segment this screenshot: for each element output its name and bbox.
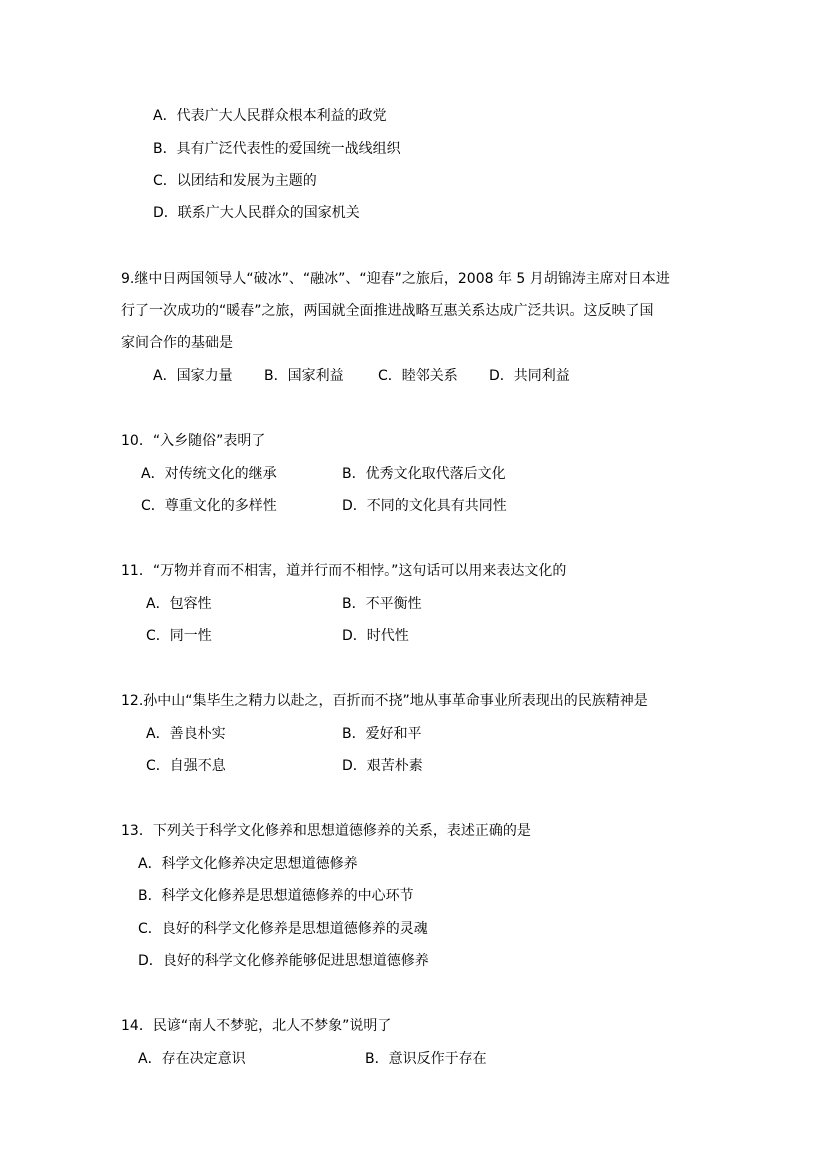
q10-option-d: D．不同的文化具有共同性 xyxy=(342,498,507,514)
q13-option-b: B．科学文化修养是思想道德修养的中心环节 xyxy=(138,888,414,904)
q11-option-d: D．时代性 xyxy=(342,628,409,644)
q14-stem: 14．民谚“南人不梦驼，北人不梦象”说明了 xyxy=(121,1018,392,1034)
q9-option-c: C．睦邻关系 xyxy=(378,368,458,384)
q12-option-a: A．善良朴实 xyxy=(146,726,226,742)
q11-option-b: B．不平衡性 xyxy=(342,596,422,612)
q10-option-a: A．对传统文化的继承 xyxy=(141,466,277,482)
q13-option-a: A．科学文化修养决定思想道德修养 xyxy=(138,856,358,872)
q9-option-d: D．共同利益 xyxy=(489,368,570,384)
q12-option-b: B．爱好和平 xyxy=(342,726,422,742)
q8-option-b: B．具有广泛代表性的爱国统一战线组织 xyxy=(153,141,401,157)
q9-option-a: A．国家力量 xyxy=(153,368,233,384)
q11-stem: 11．“万物并育而不相害，道并行而不相悖。”这句话可以用来表达文化的 xyxy=(121,563,567,579)
q11-option-a: A．包容性 xyxy=(146,596,212,612)
q8-option-a: A．代表广大人民群众根本利益的政党 xyxy=(153,108,387,124)
q10-option-b: B．优秀文化取代落后文化 xyxy=(342,466,506,482)
q13-option-d: D．良好的科学文化修养能够促进思想道德修养 xyxy=(138,953,429,969)
q9-stem-line1: 9.继中日两国领导人“破冰”、“融冰”、“迎春”之旅后，2008 年 5 月胡锦涛主席对日本进 xyxy=(121,271,670,287)
q12-stem: 12.孙中山“集毕生之精力以赴之，百折而不挠”地从事革命事业所表现出的民族精神是 xyxy=(121,693,648,709)
q10-stem: 10．“入乡随俗”表明了 xyxy=(121,433,266,449)
q12-option-c: C．自强不息 xyxy=(146,758,226,774)
q14-option-b: B．意识反作于存在 xyxy=(365,1051,487,1067)
q13-stem: 13．下列关于科学文化修养和思想道德修养的关系，表述正确的是 xyxy=(121,823,531,839)
q8-option-c: C．以团结和发展为主题的 xyxy=(153,173,317,189)
q11-option-c: C．同一性 xyxy=(146,628,212,644)
q9-stem-line3: 家间合作的基础是 xyxy=(121,335,233,351)
q12-option-d: D．艰苦朴素 xyxy=(342,758,423,774)
q8-option-d: D．联系广大人民群众的国家机关 xyxy=(153,205,360,221)
q14-option-a: A．存在决定意识 xyxy=(138,1051,246,1067)
q10-option-c: C．尊重文化的多样性 xyxy=(141,498,277,514)
q9-option-b: B．国家利益 xyxy=(264,368,344,384)
q13-option-c: C．良好的科学文化修养是思想道德修养的灵魂 xyxy=(138,921,428,937)
q9-stem-line2: 行了一次成功的“暖春”之旅，两国就全面推进战略互惠关系达成广泛共识。这反映了国 xyxy=(121,303,654,319)
